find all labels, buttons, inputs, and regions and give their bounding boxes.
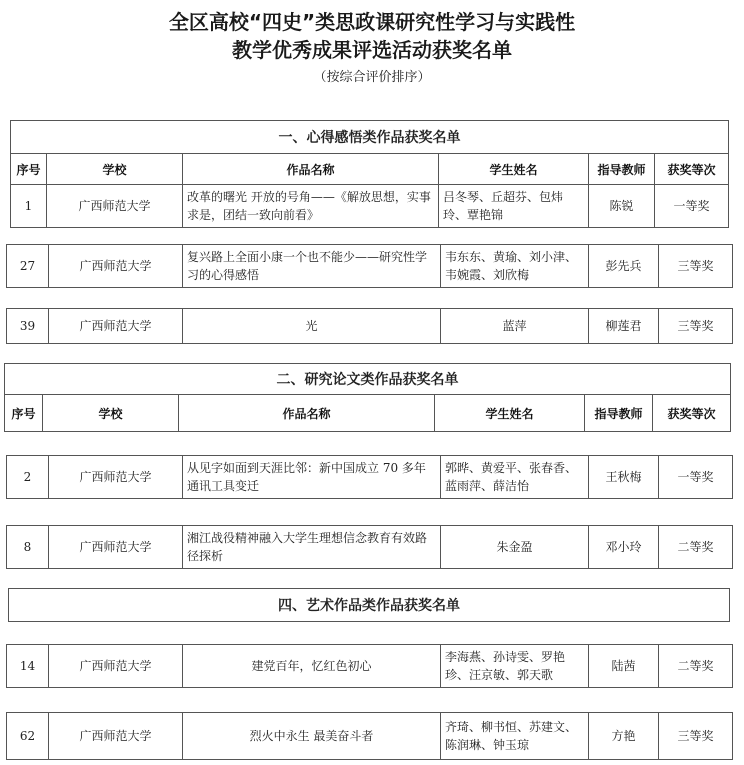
table-cell-work: 从见字如面到天涯比邻：新中国成立 70 多年通讯工具变迁	[183, 456, 441, 499]
table-cell-no: 39	[7, 309, 49, 344]
col-header-no: 序号	[11, 154, 47, 185]
col-header-students: 学生姓名	[435, 395, 585, 432]
table-cell-work: 复兴路上全面小康一个也不能少——研究性学习的心得感悟	[183, 245, 441, 288]
col-header-teacher: 指导教师	[589, 154, 655, 185]
table-cell-award: 三等奖	[659, 713, 733, 760]
table-cell-students: 吕冬琴、丘超芬、包炜玲、覃艳锦	[439, 185, 589, 228]
table-cell-teacher: 彭先兵	[589, 245, 659, 288]
table-cell-school: 广西师范大学	[49, 245, 183, 288]
section4-header-table	[8, 588, 730, 622]
col-header-award: 获奖等次	[653, 395, 731, 432]
table-row	[6, 244, 733, 288]
table-cell-work: 湘江战役精神融入大学生理想信念教育有效路径探析	[183, 526, 441, 569]
table-cell-award: 三等奖	[659, 245, 733, 288]
table-cell-award: 二等奖	[659, 645, 733, 688]
table-cell-teacher: 方艳	[589, 713, 659, 760]
table-cell-school: 广西师范大学	[49, 309, 183, 344]
section2-header-table	[4, 363, 731, 432]
table-cell-teacher: 王秋梅	[589, 456, 659, 499]
table-cell-no: 62	[7, 713, 49, 760]
table-cell-school: 广西师范大学	[49, 456, 183, 499]
table-row	[6, 712, 733, 760]
table-cell-no: 2	[7, 456, 49, 499]
col-header-no: 序号	[5, 395, 43, 432]
table-cell-teacher: 陆茜	[589, 645, 659, 688]
table-cell-school: 广西师范大学	[47, 185, 183, 228]
table-cell-students: 朱金盈	[441, 526, 589, 569]
table-cell-work: 建党百年，忆红色初心	[183, 645, 441, 688]
section2-heading: 二、研究论文类作品获奖名单	[5, 364, 731, 395]
col-header-teacher: 指导教师	[585, 395, 653, 432]
section4-heading: 四、艺术作品类作品获奖名单	[9, 589, 730, 622]
table-row	[6, 525, 733, 569]
table-cell-no: 14	[7, 645, 49, 688]
table-cell-students: 蓝萍	[441, 309, 589, 344]
table-cell-teacher: 陈锐	[589, 185, 655, 228]
table-cell-award: 二等奖	[659, 526, 733, 569]
table-cell-students: 韦东东、黄瑜、刘小津、韦婉霞、刘欣梅	[441, 245, 589, 288]
document-title-line1: 全区高校“四史”类思政课研究性学习与实践性	[168, 10, 576, 34]
table-row	[6, 455, 733, 499]
table-row	[6, 308, 733, 344]
table-cell-teacher: 邓小玲	[589, 526, 659, 569]
table-cell-award: 一等奖	[659, 456, 733, 499]
table-cell-school: 广西师范大学	[49, 526, 183, 569]
col-header-students: 学生姓名	[439, 154, 589, 185]
table-cell-award: 三等奖	[659, 309, 733, 344]
col-header-school: 学校	[47, 154, 183, 185]
table-row	[6, 644, 733, 688]
col-header-work: 作品名称	[179, 395, 435, 432]
document-subtitle: （按综合评价排序）	[313, 70, 431, 85]
section1-header-table	[10, 120, 729, 228]
table-cell-school: 广西师范大学	[49, 713, 183, 760]
table-cell-work: 改革的曙光 开放的号角——《解放思想，实事求是，团结一致向前看》	[183, 185, 439, 228]
table-cell-work: 烈火中永生 最美奋斗者	[183, 713, 441, 760]
table-cell-no: 27	[7, 245, 49, 288]
col-header-award: 获奖等次	[655, 154, 729, 185]
table-cell-students: 郭晔、黄爱平、张春香、蓝雨萍、薛洁怡	[441, 456, 589, 499]
table-cell-teacher: 柳莲君	[589, 309, 659, 344]
col-header-school: 学校	[43, 395, 179, 432]
table-cell-students: 齐琦、柳书恒、苏建文、陈润琳、钟玉琼	[441, 713, 589, 760]
section1-heading: 一、心得感悟类作品获奖名单	[11, 121, 729, 154]
document-title-line2: 教学优秀成果评选活动获奖名单	[232, 38, 512, 62]
table-cell-work: 光	[183, 309, 441, 344]
table-cell-no: 8	[7, 526, 49, 569]
table-cell-award: 一等奖	[655, 185, 729, 228]
table-cell-students: 李海燕、孙诗雯、罗艳珍、汪京敏、郭天歌	[441, 645, 589, 688]
table-cell-no: 1	[11, 185, 47, 228]
col-header-work: 作品名称	[183, 154, 439, 185]
table-cell-school: 广西师范大学	[49, 645, 183, 688]
